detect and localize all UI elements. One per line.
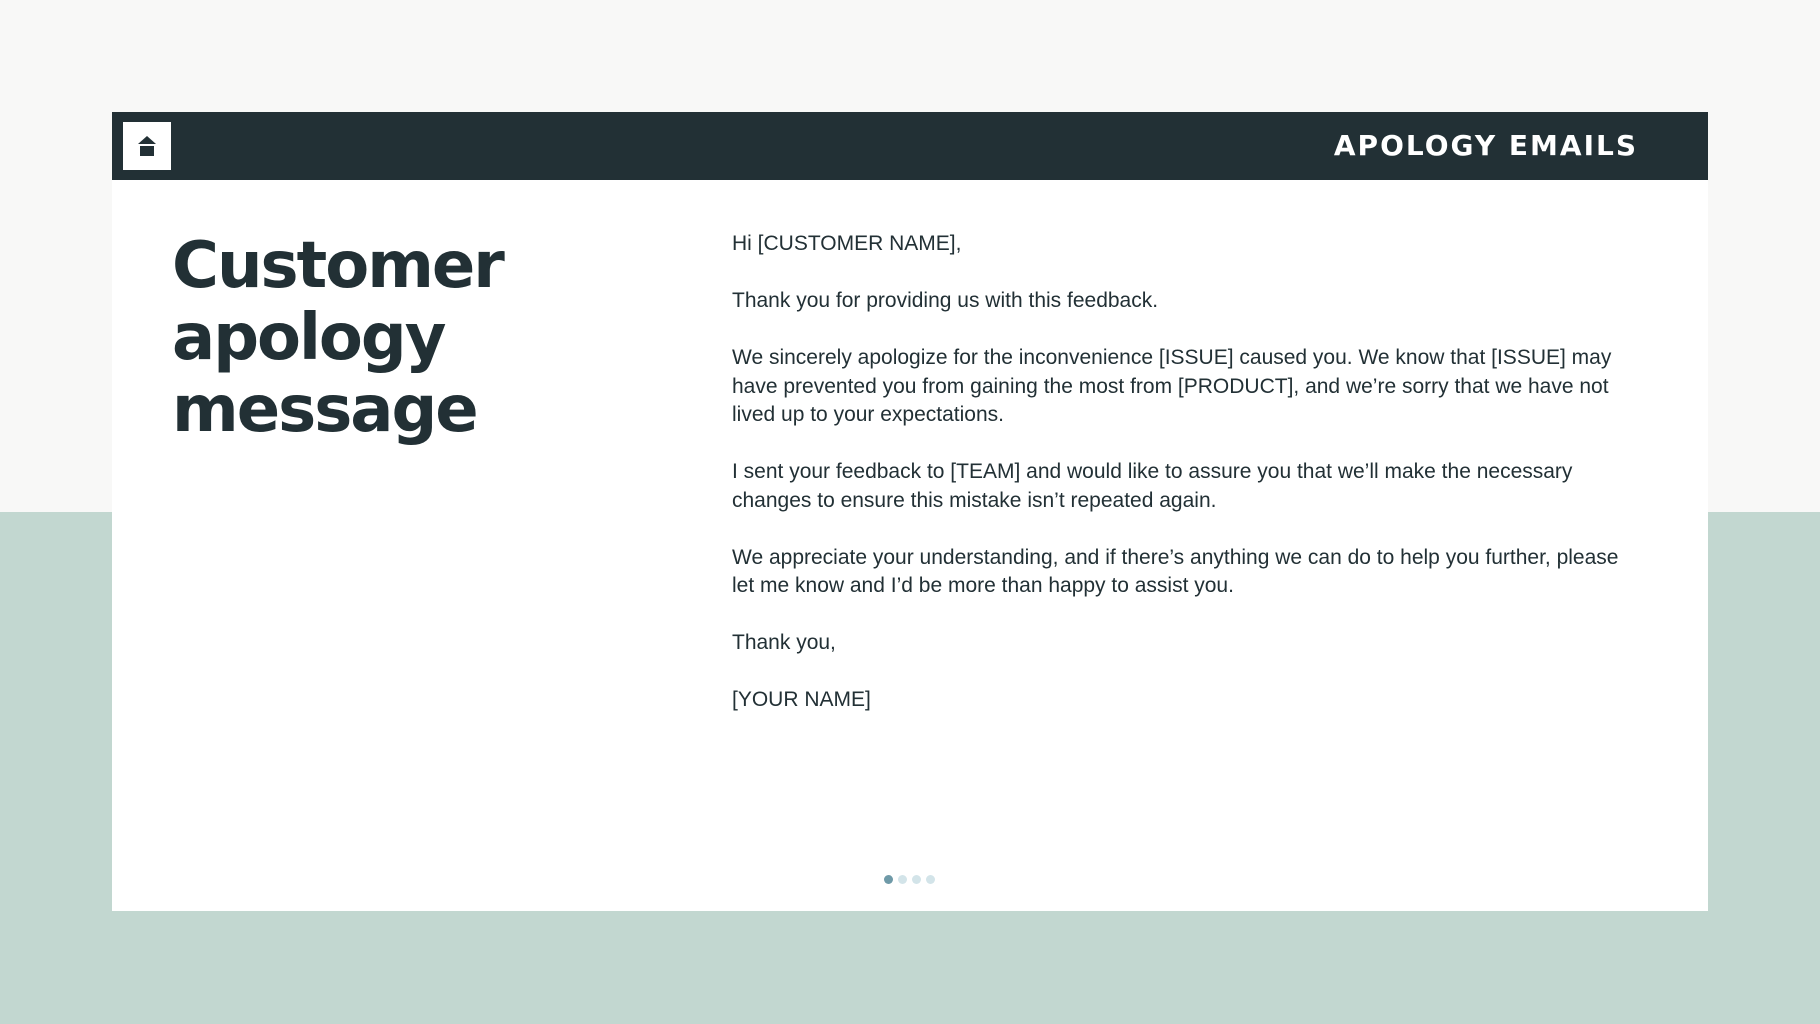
message-signature: [YOUR NAME] — [732, 688, 871, 711]
email-message — [732, 230, 1642, 743]
pager-dot-1[interactable] — [884, 875, 893, 884]
slide-card — [112, 112, 1708, 911]
header-bar — [112, 112, 1708, 180]
message-paragraph: We appreciate your understanding, and if there’s anything we can do to help you further, please let me know and I’d be more than happy to assist you. — [732, 545, 1619, 597]
slide-pager — [884, 875, 935, 885]
home-icon — [137, 135, 157, 157]
home-button[interactable] — [123, 122, 171, 170]
header-title: APOLOGY EMAILS — [1333, 129, 1638, 162]
message-closing: Thank you, — [732, 631, 836, 654]
page-title-line: Customer — [172, 229, 503, 303]
pager-dot-3[interactable] — [912, 875, 921, 884]
page-title-line: apology — [172, 301, 445, 375]
page-title — [172, 230, 672, 446]
message-paragraph: Thank you for providing us with this feedback. — [732, 289, 1159, 312]
pager-dot-2[interactable] — [898, 875, 907, 884]
message-paragraph: I sent your feedback to [TEAM] and would like to assure you that we’ll make the necessary changes to ensure this mistake isn’t repeated again. — [732, 460, 1573, 512]
pager-dot-4[interactable] — [926, 875, 935, 884]
page-title-line: message — [172, 373, 477, 447]
message-greeting: Hi [CUSTOMER NAME], — [732, 232, 962, 255]
message-paragraph: We sincerely apologize for the inconvenience [ISSUE] caused you. We know that [ISSUE] may have prevented you from gaining the most from [PRODUCT], and we’re sorry that we have not lived up to your expectations. — [732, 346, 1612, 426]
